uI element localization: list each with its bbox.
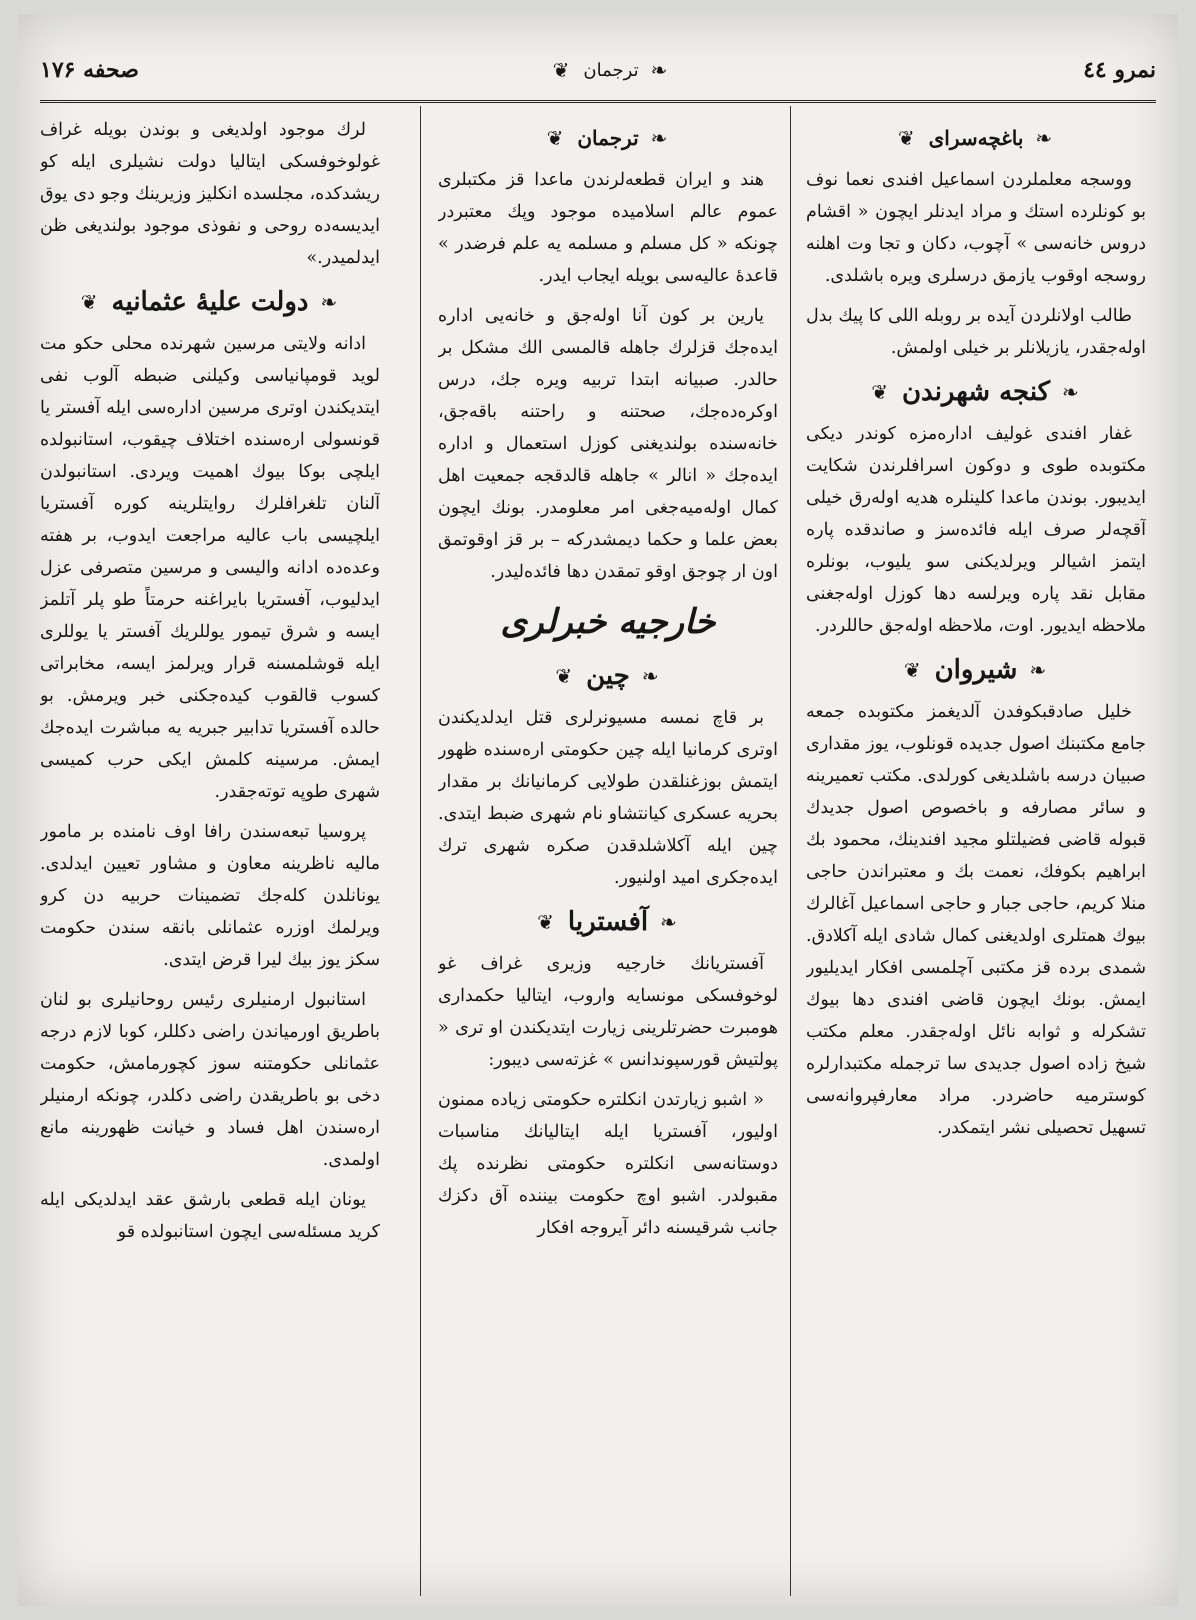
column-divider [420,106,421,1596]
article-paragraph: « اشبو زیارتدن انکلتره حکومتی زیاده ممنون اولیور، آفستریا ایله ایتالیانك مناسبات دوستانه‌سی انکلتره حکومتی نظرنده پك مقبولدر. اشبو اوچ حکومت بیننده آق دکزك جانب شرقیسنه دائر آیروجه افکار [438,1090,778,1238]
page-number: صحفه ۱۷۶ [40,57,139,83]
section-title: دولت علیهٔ عثمانیه [111,287,309,317]
section-title: کنجه شهرندن [901,377,1051,407]
section-heading [806,650,1146,690]
ornament-icon: ❦ [897,126,917,150]
ornament-icon: ❦ [80,290,100,314]
section-title: ترجمان [577,126,639,150]
ornament-icon: ❧ [1029,658,1049,682]
column-divider [790,106,791,1596]
article-paragraph: خلیل صادقبکوفدن آلدیغمز مکتوبده جمعه جامع مکتبنك اصول جدیده قونلوب، یوز مقداری صبیان درسه باشلدیغی کورلدی. مکتب تعمیرینه و سائر مصارفه و باخصوص اصول جدیدك قبوله قاضی فضیلتلو مجید افندینك، محمود بك ابراهیم بکوفك، نعمت بك و معتبراندن حاجی منلا کریم، حاجی جبار و حاجی اسماعیل آغالرك بیوك همتلری اولدیغنی کمال شادی ایله آکلادق. شمدی برده قز مکتبی آچلمسی افکار ایدیلیور ایمش. بونك ایچون قاضی افندی دها بیوك تشکرله و ثوابه نائل اوله‌جقدر. معلم مکتب شیخ زاده اصول جدیدی سا ترجمله مکتبدارلره کوسترمیه حاضردر. مراد معارفپروانه‌سی تسهیل تحصیلی نشر ایتمکدر. [806,702,1146,1138]
section-heading [40,282,380,322]
article-paragraph: استانبول ارمنیلری رئیس روحانیلری بو لنان باطریق اورمیاندن راضی دکللر، کوبا لازم درجه عثمانلی حکومتنه سوز کچورمامش، حکومت دخی بو باطریقدن راضی دکلدر، چونکه ارمنیلر ارەسندن اهل فساد و خیانت ظهورینه مانع اولمدی. [40,990,380,1170]
article-paragraph: طالب اولانلردن آیده بر روبله اللی کا پیك بدل اوله‌جقدر، یازیلانلر بر خیلی اولمش. [806,306,1146,358]
foreign-news-heading: خارجیه خبرلری [500,602,716,642]
ornament-icon: ❦ [546,126,566,150]
masthead [553,58,670,82]
issue-number: نمرو ٤٤ [1083,57,1156,83]
section-heading [438,656,778,696]
column-right [806,114,1146,1594]
ornament-icon: ❦ [871,380,890,404]
section-heading [438,118,778,158]
article-paragraph: هند و ایران قطعه‌لرندن ماعدا قز مکتبلری عموم عالم اسلامیده موجود وپك معتبردر چونکه « کل مسلم و مسلمه یه علم فرضدر » قاعدهٔ عالیه‌سی بویله ایجاب ایدر. [438,170,778,286]
article-paragraph: لرك موجود اولدیغی و بوندن بویله غراف غولوخوفسکی ایتالیا دولت نشیلری ایله کو ریشدکده، مجلسده انکلیز وزیرینك وجو دی یوق ایدیسه‌ده روحی و نفوذی موجود بولندیغی ظن ایدلمیدر.» [40,120,380,268]
section-title: باغچه‌سرای [928,126,1024,150]
column-middle [438,114,778,1594]
section-title: چین [586,661,630,691]
newspaper-title: ترجمان [583,59,639,81]
article-paragraph: ادانه ولایتی مرسین شهرنده محلی حکو مت لوید قومپانیاسی وکیلنی ضبطه آلوب نفی ایتدیکندن اوتری مرسین اداره‌سی ایله آفستر یا قونسولی ارەسنده اختلاف چیقوب، استانبولده ایلچی بوکا بیوك اهمیت ویردی. استانبولدن آلنان تلغرافلرك روایتلرینه کوره آفستریا ایلچیسی باب عالیه مراجعت ایدوب، بر هفته وعده‌ده ادانه والیسی و مرسین متصرفی عزل ایدلیوب، آفستریا بایراغنه حرمتاً طو پلر آتلمز ایسه و شرق تیمور یوللریك آفستر یا یوللری ایله قوشلمسنه قرار ویرلمز ایسه، مخابراتی کسوب قالقوب کیده‌جکنی خبر ویرمش. بو حالده آفستریا تدابیر جبریه یه مباشرت ایده‌جك ایمش. مرسینه کلمش ایکی حرب کمیسی شهری طوپه توته‌جقدر. [40,334,380,802]
ornament-icon: ❧ [650,126,670,150]
section-title: آفستریا [567,907,649,937]
ornament-icon: ❧ [1062,380,1081,404]
ornament-icon: ❦ [555,664,575,688]
article-paragraph: ووسجه معلملردن اسماعیل افندی نعما نوف بو کونلرده استك و مراد ایدنلر ایچون « اقشام دروس خانه‌سی » آچوب، دکان و تجا وت اهلنه روسجه اوقوب یازمق درسلری ویره باشلدی. [806,170,1146,286]
article-paragraph: یونان ایله قطعی بارشق عقد ایدلدیکی ایله کرید مسئله‌سی ایچون استانبولده قو [40,1190,380,1242]
ornament-icon: ❦ [903,658,923,682]
ornament-icon: ❧ [320,290,340,314]
newspaper-page [18,14,1178,1606]
section-heading [438,902,778,942]
ornament-icon: ❧ [650,58,670,82]
ornament-icon: ❦ [552,58,572,82]
article-paragraph: غفار افندی غولیف اداره‌مزه کوندر دیکی مکتوبده طوی و دوکون اسرافلرندن شکایت ایدیبور. بوندن ماعدا کلینلره هدیه اوله‌رق خیلی آقچه‌لر صرف ایله فائده‌سز و صاندقده پاره ایتمز اشیالر ویرلدیکنی سو یلیوب، بونلره مقابل نقد پاره ویرلسه دها کوزل اوله‌جغنی ملاحظه ایدیور. اوت، ملاحظه اوله‌جق حاللردر. [806,424,1146,636]
ornament-icon: ❧ [641,664,661,688]
column-left [40,114,380,1594]
article-paragraph: پروسیا تبعه‌سندن رافا اوف نامنده بر مامور مالیه ناظرینه معاون و مشاور تعیین ایدلدی. یونانلدن کله‌جك تضمینات حربیه دن کرو ویرلمك اوزره عثمانلی بانقه سندن حکومت سکز یوز بیك لیرا قرض ایتدی. [40,822,380,970]
article-paragraph: یارین بر کون آنا اوله‌جق و خانه‌یی اداره ایده‌جك قزلرك جاهله قالمسی الك مشکل بر حالدر. صبیانه ابتدا تربیه ویره جك، درس اوکره‌ده‌جك، صحتنه و راحتنه باقه‌جق، خانه‌سنده بولندیغنی کوزل استعمال و اداره ایده‌جك « انالر » جاهله قالدقجه جمعیت اهل کمال اوله‌میه‌جغی امر معلومدر. بونك ایچون بعض علما و حکما دیمشدرکه – بر قز اوقوتمق اون ار چوجق اوقو تمقدن دها فائده‌لیدر. [438,306,778,582]
ornament-icon: ❦ [537,910,556,934]
section-heading [806,118,1146,158]
section-title: شیروان [934,655,1018,685]
ornament-icon: ❧ [1035,126,1055,150]
section-heading [806,372,1146,412]
article-paragraph: آفستریانك خارجیه وزیری غراف غو لوخوفسکی مونسایه واروب، ایتالیا حکمداری هومبرت حضرتلرینی زیارت ایتدیکندن او تری « پولتیش قورسپوندانس » غزته‌سی دیبور: [438,954,778,1070]
header-rule [40,100,1156,103]
page-header [40,44,1156,96]
article-paragraph: بر قاچ نمسه مسیونرلری قتل ایدلدیکندن اوتری کرمانیا ایله چین حکومتی ارەسنده ظهور ایتمش بوزغنلقدن طولایی کرمانیانك بر مقدار بحریه عسکری کیانتشاو نام شهری ضبط ایتدی. چین ایله آکلاشلدقدن صکره شهری ترك ایده‌جکری امید اولنیور. [438,708,778,888]
ornament-icon: ❧ [660,910,679,934]
